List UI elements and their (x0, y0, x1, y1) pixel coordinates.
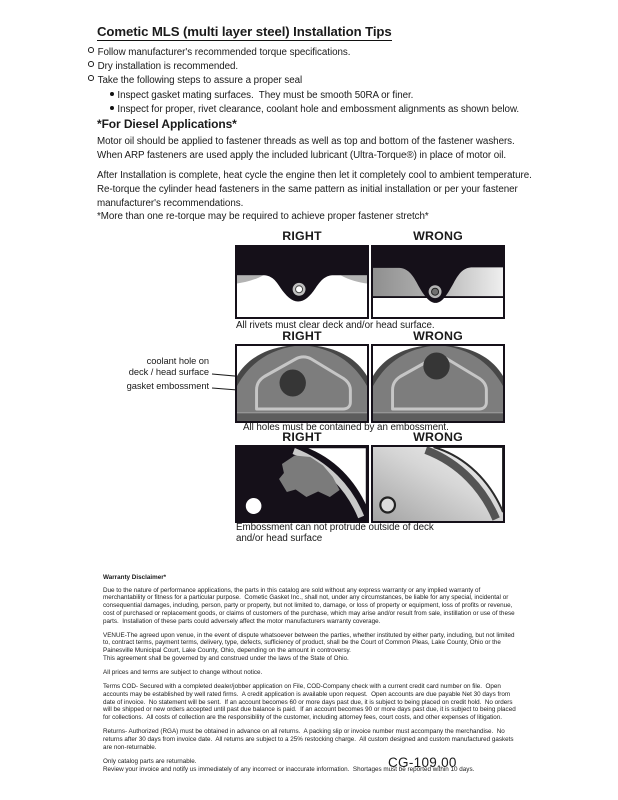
list-item (88, 103, 558, 117)
coolant-hole-callout (90, 356, 209, 377)
list-item (88, 74, 558, 88)
embossment-containment-caption: All holes must be contained by an embossment. (243, 422, 449, 433)
page-title: Cometic MLS (multi layer steel) Installation Tips (97, 24, 392, 39)
prices-terms-line: All prices and terms are subject to change without notice. (103, 669, 263, 677)
tip-text: Dry installation is recommended. (97, 61, 239, 73)
coolant-hole-wrong-diagram (371, 344, 505, 423)
caption-line: Embossment can not protrude outside of deck (236, 522, 434, 533)
rivet-right-diagram (235, 245, 369, 319)
wrong-label-row1: WRONG (413, 229, 463, 243)
installation-tips-list (88, 46, 558, 117)
gasket-embossment-callout: gasket embossment (126, 381, 209, 391)
tip-text: Follow manufacturer's recommended torque specifications. (97, 47, 351, 58)
callout-text: coolant hole on (146, 356, 209, 366)
coolant-hole-right-diagram (235, 344, 369, 423)
right-label-row2: RIGHT (282, 329, 322, 343)
protrusion-wrong-drawing (373, 447, 503, 521)
tip-text: Take the following steps to assure a proper seal (97, 75, 303, 87)
right-label-row1: RIGHT (282, 229, 322, 243)
warranty-paragraph: Due to the nature of performance applications, the parts in this catalog are sold without any express warranty or any implied warranty of merchantability or fitness for a particular purpose. Cometic Gasket Inc., shall not, under any circumstances, be liable for any special, incidental or consequential damages, including, person, party or property, but not limited to, damage, or loss of property or equipment, loss of profits or revenue, cost of purchased or replacement goods, or claims of customers of the purchase, which may arise and/or result from sale, instillation or use of these parts. Installation of these parts could adversely affect the motor manufacturers warranty coverage. (103, 586, 517, 625)
document-number: CG-109.00 (388, 755, 457, 770)
wrong-label-row2: WRONG (413, 329, 463, 343)
protrusion-right-drawing (237, 447, 367, 521)
circle-bullet-icon (88, 61, 94, 67)
dot-bullet-icon (110, 106, 114, 110)
warranty-heading: Warranty Disclaimer* (103, 574, 167, 581)
venue-paragraph: VENUE-The agreed upon venue, in the event of dispute whatsoever between the parties, whether instituted by either party, including, but not limited to, contract terms, payment terms, delivery, type, defects, sufficiency of product, shall be the Court of Common Pleas, Lake County, Ohio or the Painesville Municipal Court, Lake County, Ohio, depending on the amount in controversy. (103, 631, 517, 655)
catalog-parts-line: Only catalog parts are returnable. (103, 757, 197, 765)
list-item (88, 89, 558, 103)
coolant-hole-wrong-drawing (373, 346, 503, 421)
tip-text: Inspect for proper, rivet clearance, coolant hole and embossment alignments as shown below. (117, 103, 520, 115)
warranty-disclaimer-section (103, 574, 521, 780)
rivet-wrong-diagram (371, 245, 505, 319)
rivet-caption: All rivets must clear deck and/or head surface. (236, 320, 435, 331)
tip-text: Inspect gasket mating surfaces. They must be smooth 50RA or finer. (117, 89, 414, 101)
returns-paragraph: Returns- Authorized (RGA) must be obtained in advance on all returns. A packing slip or invoice number must accompany the merchandise. No returns after 30 days from invoice date. All returns are subject to a 25% restocking charge. All custom designed and custom manufactured gaskets are non-returnable. (103, 728, 516, 751)
right-label-row3: RIGHT (282, 430, 322, 444)
dot-bullet-icon (110, 92, 114, 96)
protrusion-caption (236, 523, 434, 545)
circle-bullet-icon (88, 75, 94, 81)
rivet-wrong-drawing (373, 247, 503, 317)
protrusion-wrong-diagram (371, 445, 505, 523)
coolant-hole-right-drawing (237, 346, 367, 421)
diesel-paragraph-1: Motor oil should be applied to fastener threads as well as top and bottom of the fastener washers. When ARP fasteners are used apply the included lubricant (Ultra-Torque®) in place of motor oil. (97, 136, 518, 161)
terms-cod-paragraph: Terms COD- Secured with a completed dealer/jobber application on File, COD-Company check with a current credit card number on file. Open accounts may be established by well rated firms. A credit application is available upon request. Open accounts are due payable Net 30 days from date of invoice. No statement will be sent. If an account becomes 60 or more days past due, it is subject to being placed on credit hold. No orders will be shipped or new orders accepted until past due balance is paid. If an account becomes 90 or more days past due, it is subject to being placed for collections. All costs of collection are the responsibility of the customer, including attorney fees, court costs, and other expenses of litigation. (103, 683, 518, 722)
wrong-label-row3: WRONG (413, 430, 463, 444)
caption-line: and/or head surface (236, 532, 323, 544)
callout-text: deck / head surface (128, 366, 209, 377)
governing-law-line: This agreement shall be governed by and construed under the laws of the State of Ohio. (103, 654, 349, 662)
list-item (88, 60, 558, 74)
diesel-paragraph-2: After Installation is complete, heat cycle the engine then let it completely cool to ambient temperature. Re-torque the cylinder head fasteners in the same pattern as initial installation or per your fastener manufacturer's recommendations. (97, 170, 535, 209)
list-item (88, 46, 558, 60)
diesel-section-heading: *For Diesel Applications* (97, 117, 237, 131)
review-invoice-line: Review your invoice and notify us immediately of any incorrect or inaccurate information. Shortages must be reported within 10 days. (103, 765, 475, 773)
retorque-note: *More than one re-torque may be required to achieve proper fastener stretch* (97, 211, 429, 222)
protrusion-right-diagram (235, 445, 369, 523)
circle-bullet-icon (88, 47, 94, 53)
rivet-right-drawing (237, 247, 367, 317)
